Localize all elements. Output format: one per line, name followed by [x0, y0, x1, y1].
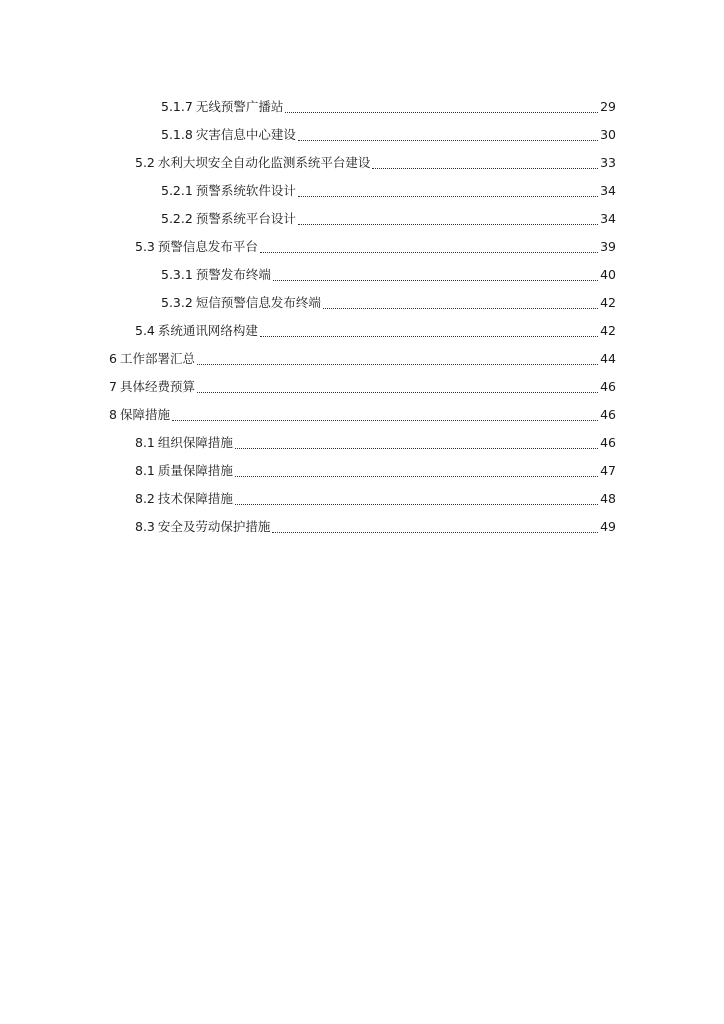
toc-entry-number: 8.2 [135, 491, 155, 506]
toc-dot-leader [197, 364, 598, 365]
toc-page-number: 46 [600, 435, 616, 450]
toc-entry[interactable] [0, 485, 724, 513]
toc-entry[interactable] [0, 121, 724, 149]
toc-entry-title: 短信预警信息发布终端 [195, 295, 321, 310]
toc-dot-leader [298, 140, 598, 141]
toc-entry-text [135, 485, 233, 513]
toc-entry-number: 6 [109, 351, 117, 366]
toc-entry-text [135, 233, 258, 261]
toc-page-number: 46 [600, 379, 616, 394]
toc-entry-number: 5.2.1 [161, 183, 193, 198]
toc-page-number: 49 [600, 519, 616, 534]
toc-page-number: 30 [600, 127, 616, 142]
toc-entry-text [161, 289, 321, 317]
toc-entry-number: 8 [109, 407, 117, 422]
toc-entry-title: 技术保障措施 [157, 491, 233, 506]
toc-entry[interactable] [0, 289, 724, 317]
toc-entry-number: 5.4 [135, 323, 155, 338]
toc-entry-text [161, 205, 296, 233]
toc-entry-number: 8.1 [135, 463, 155, 478]
toc-entry-number: 5.3 [135, 239, 155, 254]
toc-entry-title: 无线预警广播站 [195, 99, 284, 114]
toc-entry-title: 预警信息发布平台 [157, 239, 258, 254]
toc-entry-title: 具体经费预算 [119, 379, 195, 394]
toc-entry-text [135, 317, 258, 345]
toc-entry[interactable] [0, 429, 724, 457]
toc-entry-number: 8.3 [135, 519, 155, 534]
toc-dot-leader [260, 336, 598, 337]
toc-entry-title: 组织保障措施 [157, 435, 233, 450]
toc-entry[interactable] [0, 261, 724, 289]
toc-entry[interactable] [0, 457, 724, 485]
toc-entry[interactable] [0, 177, 724, 205]
toc-dot-leader [197, 392, 598, 393]
toc-page-number: 47 [600, 463, 616, 478]
toc-entry-title: 预警系统软件设计 [195, 183, 296, 198]
toc-entry-text [161, 93, 283, 121]
toc-dot-leader [235, 504, 598, 505]
toc-entry-text [109, 401, 170, 429]
toc-entry-number: 5.2 [135, 155, 155, 170]
toc-entry[interactable] [0, 345, 724, 373]
toc-entry-number: 8.1 [135, 435, 155, 450]
toc-entry-text [161, 261, 271, 289]
toc-entry-title: 预警发布终端 [195, 267, 271, 282]
toc-page-number: 34 [600, 183, 616, 198]
toc-dot-leader [323, 308, 598, 309]
toc-entry-text [135, 149, 370, 177]
toc-entry-text [135, 513, 270, 541]
toc-page-number: 42 [600, 295, 616, 310]
toc-entry-text [109, 373, 195, 401]
toc-dot-leader [235, 448, 598, 449]
toc-entry[interactable] [0, 513, 724, 541]
toc-entry-title: 质量保障措施 [157, 463, 233, 478]
toc-entry-text [135, 429, 233, 457]
toc-entry-title: 安全及劳动保护措施 [157, 519, 271, 534]
toc-entry[interactable] [0, 93, 724, 121]
toc-entry-number: 5.2.2 [161, 211, 193, 226]
toc-entry-title: 水利大坝安全自动化监测系统平台建设 [157, 155, 371, 170]
toc-page-number: 42 [600, 323, 616, 338]
toc-entry-number: 5.1.8 [161, 127, 193, 142]
toc-dot-leader [298, 224, 598, 225]
toc-entry-text [161, 121, 296, 149]
toc-entry-title: 系统通讯网络构建 [157, 323, 258, 338]
toc-entry-number: 5.3.1 [161, 267, 193, 282]
toc-entry[interactable] [0, 401, 724, 429]
toc-page-number: 48 [600, 491, 616, 506]
toc-entry-text [135, 457, 233, 485]
toc-dot-leader [273, 280, 598, 281]
toc-page-number: 34 [600, 211, 616, 226]
toc-entry[interactable] [0, 317, 724, 345]
toc-entry-text [109, 345, 195, 373]
toc-entry-title: 灾害信息中心建设 [195, 127, 296, 142]
toc-page-number: 40 [600, 267, 616, 282]
toc-page-number: 44 [600, 351, 616, 366]
toc-page-number: 29 [600, 99, 616, 114]
toc-entry[interactable] [0, 205, 724, 233]
toc-entry-number: 5.3.2 [161, 295, 193, 310]
toc-entry-title: 保障措施 [119, 407, 170, 422]
toc-dot-leader [235, 476, 598, 477]
toc-page-number: 33 [600, 155, 616, 170]
toc-entry[interactable] [0, 149, 724, 177]
toc-entry-text [161, 177, 296, 205]
toc-dot-leader [260, 252, 598, 253]
toc-dot-leader [272, 532, 598, 533]
toc-page-number: 39 [600, 239, 616, 254]
toc-entry-title: 预警系统平台设计 [195, 211, 296, 226]
toc-entry-number: 5.1.7 [161, 99, 193, 114]
toc-dot-leader [298, 196, 598, 197]
toc-entry-title: 工作部署汇总 [119, 351, 195, 366]
table-of-contents [0, 93, 724, 541]
toc-page-number: 46 [600, 407, 616, 422]
toc-dot-leader [285, 112, 598, 113]
toc-dot-leader [172, 420, 598, 421]
toc-dot-leader [372, 168, 598, 169]
toc-entry-number: 7 [109, 379, 117, 394]
toc-entry[interactable] [0, 233, 724, 261]
toc-entry[interactable] [0, 373, 724, 401]
